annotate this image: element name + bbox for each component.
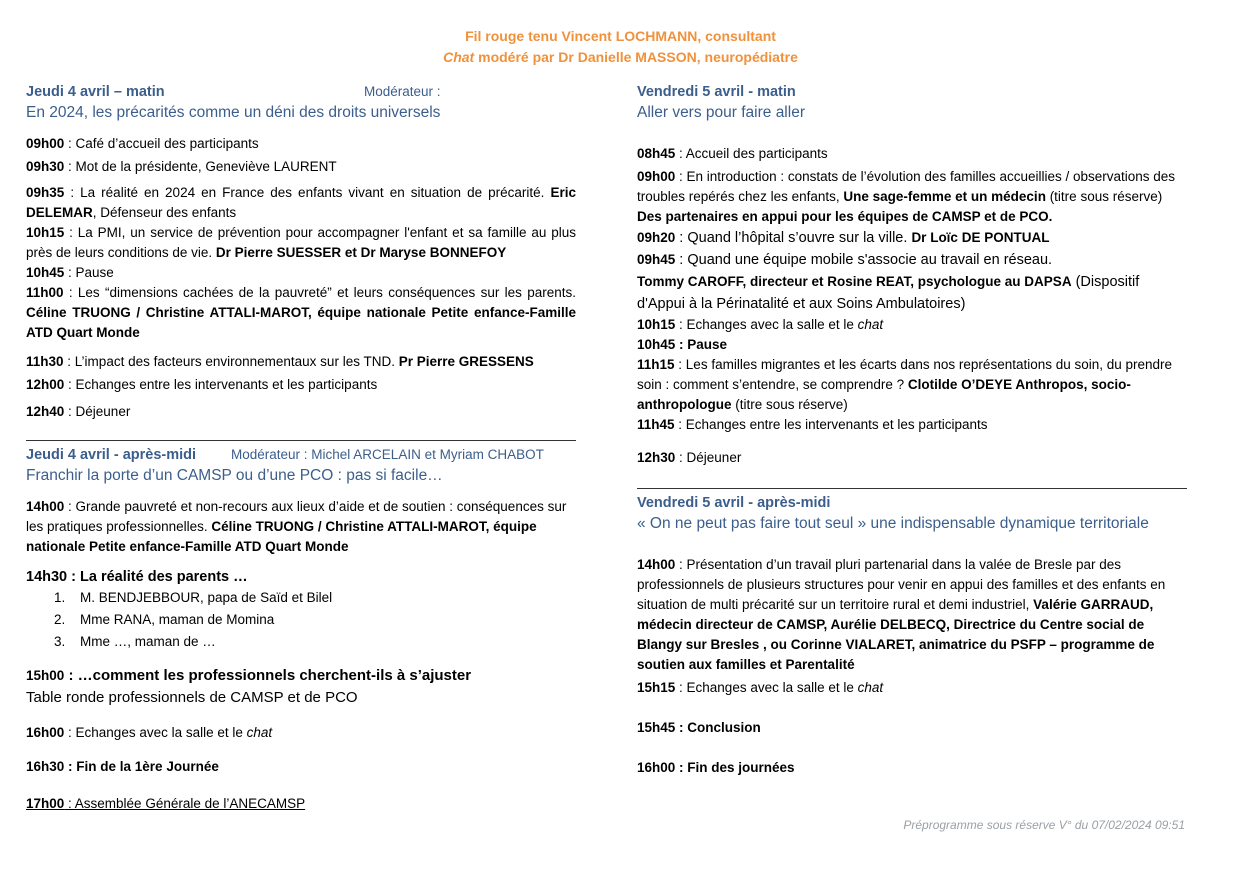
agenda-item-1240: 12h40 : Déjeuner	[26, 404, 131, 419]
friday-afternoon-title: Vendredi 5 avril - après-midi	[637, 495, 831, 511]
agenda-item-0900: 09h00 : Café d’accueil des participants	[26, 136, 259, 151]
agenda-item-1230: 12h30 : Déjeuner	[637, 450, 742, 465]
header-line-1: Fil rouge tenu Vincent LOCHMANN, consultant	[465, 28, 776, 44]
agenda-item-1430: 14h30 : La réalité des parents …	[26, 569, 248, 585]
header-chat-moderator: modéré par Dr Danielle MASSON, neuropédiatre	[474, 49, 798, 65]
footer-version-note: Préprogramme sous réserve V° du 07/02/2024 09:51	[903, 818, 1185, 832]
thursday-afternoon-moderator: Modérateur : Michel ARCELAIN et Myriam CHABOT	[231, 447, 544, 462]
agenda-item-0930: 09h30 : Mot de la présidente, Geneviève LAURENT	[26, 159, 337, 174]
thursday-morning-title: Jeudi 4 avril – matin Modérateur :	[26, 84, 441, 100]
thursday-morning-subtitle: En 2024, les précarités comme un déni des droits universels	[26, 104, 441, 121]
agenda-item-1115: 11h15 : Les familles migrantes et les écarts dans nos représentations du soin, du prendre soin : comment s’entendre, se comprendre ? Clotilde O’DEYE Anthropos, socio-anthropologue (titre sous réserve)	[637, 357, 1173, 412]
agenda-item-1630: 16h30 : Fin de la 1ère Journée	[26, 759, 219, 774]
thursday-afternoon-title: Jeudi 4 avril - après-midi Modérateur : Michel ARCELAIN et Myriam CHABOT	[26, 447, 544, 463]
agenda-item-1700: 17h00 : Assemblée Générale de l’ANECAMSP	[26, 796, 306, 811]
agenda-item-0935: 09h35 : La réalité en 2024 en France des enfants vivant en situation de précarité. Eric DELEMAR, Défenseur des enfants	[26, 185, 576, 220]
agenda-item-0845: 08h45 : Accueil des participants	[637, 146, 828, 161]
agenda-item-1130: 11h30 : L’impact des facteurs environnementaux sur les TND. Pr Pierre GRESSENS	[26, 354, 534, 369]
thursday-afternoon-subtitle: Franchir la porte d’un CAMSP ou d’une PCO : pas si facile…	[26, 467, 443, 484]
agenda-item-1600: 16h00 : Echanges avec la salle et le chat	[26, 725, 273, 740]
list-item: 1. M. BENDJEBBOUR, papa de Saïd et Bilel	[54, 590, 333, 605]
agenda-item-0945: 09h45 : Quand une équipe mobile s'associe au travail en réseau.	[637, 252, 1053, 268]
friday-morning-title: Vendredi 5 avril - matin	[637, 84, 796, 100]
agenda-item-1545: 15h45 : Conclusion	[637, 720, 761, 735]
header-line-2	[0, 47, 1241, 68]
parents-list	[54, 587, 576, 653]
agenda-item-1500: 15h00 : …comment les professionnels cherchent-ils à s’ajuster	[26, 667, 472, 684]
agenda-item-1045: 10h45 : Pause	[26, 265, 114, 280]
header-chat-word: Chat	[443, 49, 475, 65]
friday-afternoon-subtitle: « On ne peut pas faire tout seul » une indispensable dynamique territoriale	[637, 515, 1149, 532]
agenda-item-1600: 16h00 : Fin des journées	[637, 760, 795, 775]
friday-morning-subtitle: Aller vers pour faire aller	[637, 104, 805, 121]
dapsa-speakers: Tommy CAROFF, directeur et Rosine REAT, psychologue au DAPSA (Dispositif d'Appui à la Périnatalité et aux Soins Ambulatoires)	[637, 274, 1140, 312]
agenda-item-0920: 09h20 : Quand l’hôpital s’ouvre sur la ville. Dr Loïc DE PONTUAL	[637, 230, 1050, 246]
agenda-item-1200: 12h00 : Echanges entre les intervenants et les participants	[26, 377, 378, 392]
partners-heading: Des partenaires en appui pour les équipes de CAMSP et de PCO.	[637, 209, 1053, 224]
list-item: 3. Mme …, maman de …	[54, 634, 216, 649]
agenda-item-0900: 09h00 : En introduction : constats de l’évolution des familles accueillies / observations des troubles repérés chez les enfants, Une sage-femme et un médecin (titre sous réserve)	[637, 169, 1176, 204]
agenda-item-1015: 10h15 : La PMI, un service de prévention pour accompagner l'enfant et sa famille au plus près de leurs conditions de vie. Dr Pierre SUESSER et Dr Maryse BONNEFOY	[26, 225, 576, 260]
thursday-morning-moderator: Modérateur :	[364, 84, 441, 99]
agenda-item-1045: 10h45 : Pause	[637, 337, 728, 352]
round-table-line: Table ronde professionnels de CAMSP et de PCO	[26, 689, 358, 706]
left-column	[26, 82, 576, 814]
agenda-item-1145: 11h45 : Echanges entre les intervenants et les participants	[637, 417, 988, 432]
agenda-item-1100: 11h00 : Les “dimensions cachées de la pauvreté” et leurs conséquences sur les parents. Céline TRUONG / Christine ATTALI-MAROT, équipe nationale Petite enfance-Famille ATD Quart Monde	[26, 285, 576, 340]
right-column	[637, 82, 1187, 778]
list-item: 2. Mme RANA, maman de Momina	[54, 612, 275, 627]
agenda-item-1515: 15h15 : Echanges avec la salle et le chat	[637, 680, 884, 695]
agenda-item-1400: 14h00 : Présentation d’un travail pluri partenarial dans la valée de Bresle par des professionnels de plusieurs structures pour venir en appui des familles et des enfants en situation de multi précarité sur un territoire rural et demi industriel, Valérie GARRAUD, médecin directeur de CAMSP, Aurélie DELBECQ, Directrice du Centre social de Blangy sur Bresles , ou Corinne VIALARET, animatrice du PSFP – programme de soutien aux familles et Parentalité	[637, 557, 1166, 672]
agenda-item-1400: 14h00 : Grande pauvreté et non-recours aux lieux d’aide et de soutien : conséquences sur les pratiques professionnelles. Céline TRUONG / Christine ATTALI-MAROT, équipe nationale Petite enfance-Famille ATD Quart Monde	[26, 499, 567, 554]
agenda-item-1015: 10h15 : Echanges avec la salle et le chat	[637, 317, 884, 332]
